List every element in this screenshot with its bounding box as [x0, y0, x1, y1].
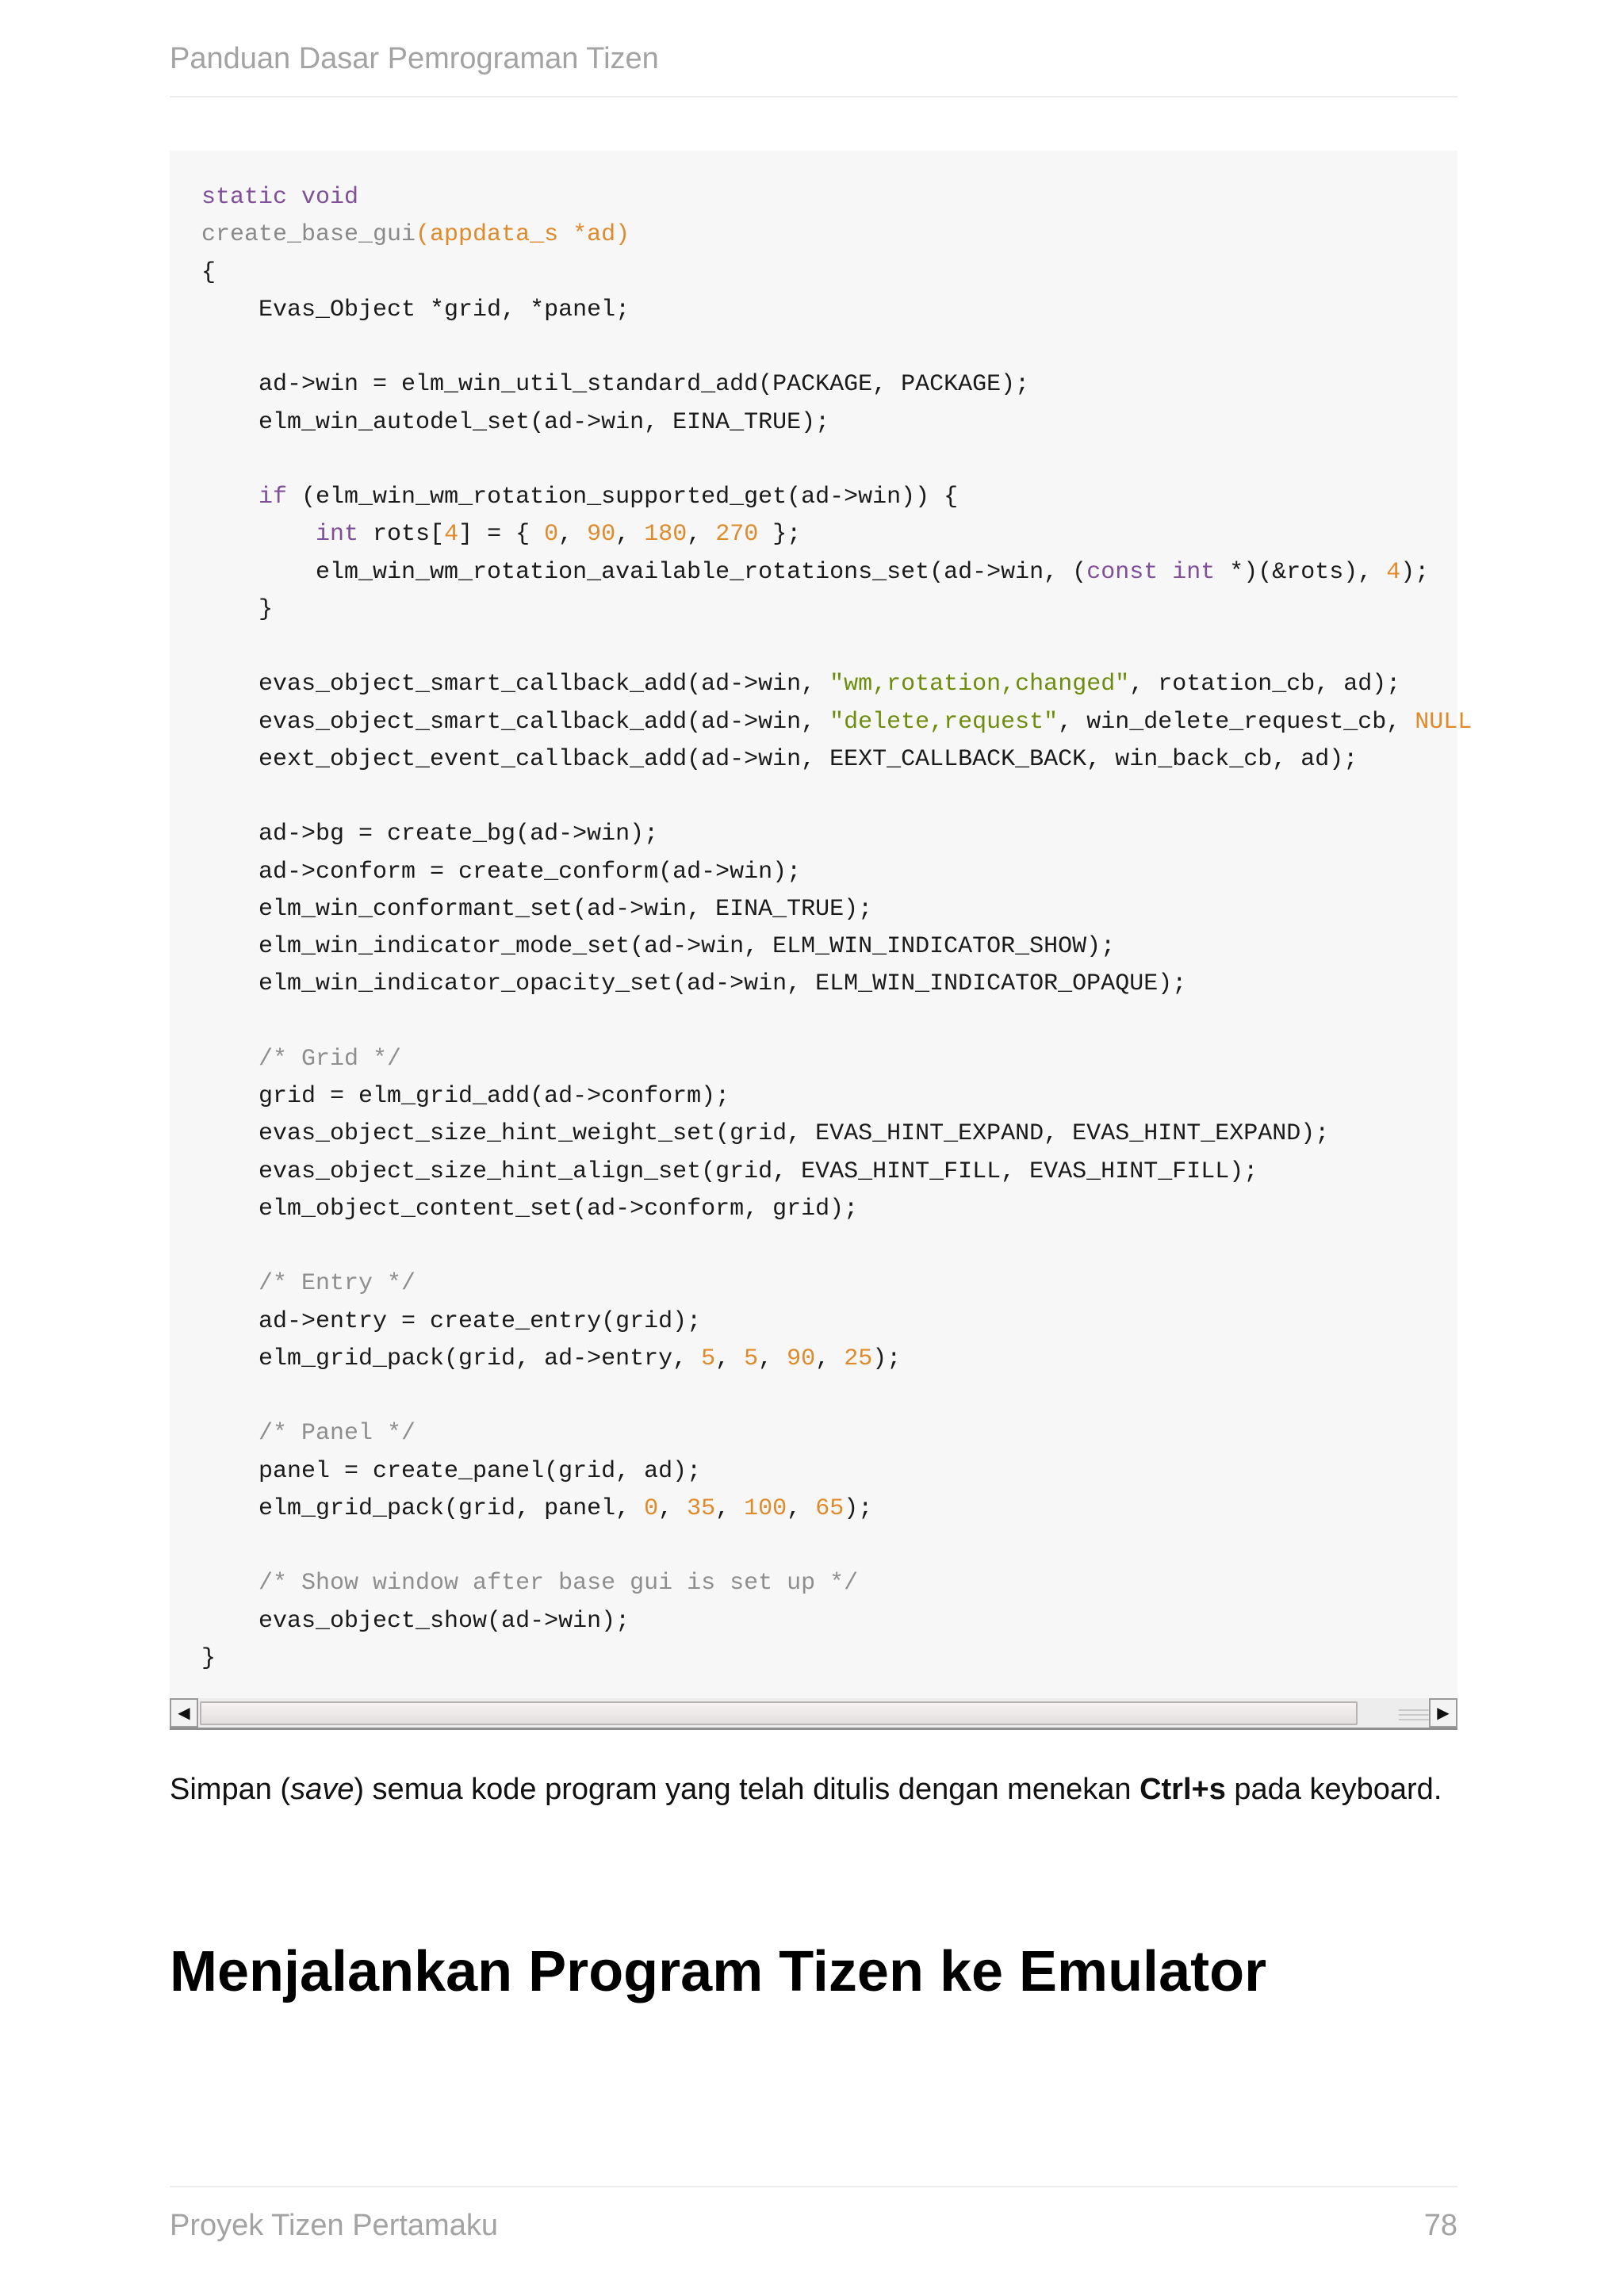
code-token: const	[1086, 558, 1159, 586]
code-token: 5	[701, 1345, 716, 1372]
code-listing	[201, 179, 1472, 1678]
code-token: 4	[444, 521, 459, 549]
code-line	[201, 254, 1472, 292]
code-token: create_base_gui	[201, 221, 416, 249]
code-token: elm_win_wm_rotation_available_rotations_set(ad->win, (	[201, 558, 1087, 586]
code-token: (elm_win_wm_rotation_supported_get(ad->win)) {	[287, 484, 959, 511]
code-token	[201, 1570, 259, 1597]
code-line	[201, 1228, 1472, 1265]
paragraph-text: ) semua kode program yang telah ditulis dengan menekan	[354, 1773, 1140, 1806]
code-token: elm_grid_pack(grid, panel,	[201, 1494, 645, 1522]
footer-divider	[170, 2186, 1457, 2187]
code-line	[201, 1490, 1472, 1528]
code-line	[201, 516, 1472, 553]
code-token: grid = elm_grid_add(ad->conform);	[201, 1083, 730, 1110]
scroll-left-button[interactable]	[170, 1698, 198, 1728]
code-token: ,	[558, 521, 588, 549]
body-paragraph	[170, 1765, 1457, 1814]
code-block	[170, 151, 1473, 1730]
code-line	[201, 404, 1472, 442]
code-token: if	[259, 484, 288, 511]
code-token: evas_object_size_hint_weight_set(grid, EVAS_HINT_EXPAND, EVAS_HINT_EXPAND);	[201, 1120, 1330, 1148]
code-line	[201, 1378, 1472, 1415]
code-token: elm_object_content_set(ad->conform, grid);	[201, 1195, 859, 1223]
code-token: 65	[815, 1494, 845, 1522]
code-token: 90	[587, 521, 616, 549]
code-line	[201, 1265, 1472, 1303]
code-line	[201, 966, 1472, 1003]
header-divider	[170, 96, 1457, 98]
code-token: Evas_Object *grid, *panel;	[201, 296, 630, 323]
paragraph-shortcut: Ctrl+s	[1139, 1773, 1226, 1806]
code-line	[201, 1115, 1472, 1153]
code-token: ad->conform = create_conform(ad->win);	[201, 858, 802, 886]
code-token	[201, 1270, 259, 1297]
code-token: (appdata_s *ad)	[416, 221, 630, 249]
code-token: ,	[687, 521, 716, 549]
code-token: );	[844, 1494, 873, 1522]
code-token: "wm,rotation,changed"	[829, 671, 1130, 698]
code-line	[201, 1154, 1472, 1191]
code-token: elm_win_indicator_mode_set(ad->win, ELM_WIN_INDICATOR_SHOW);	[201, 933, 1116, 960]
code-line	[201, 779, 1472, 816]
code-line	[201, 854, 1472, 891]
code-token: ,	[758, 1345, 787, 1372]
code-token: );	[872, 1345, 902, 1372]
scroll-thumb[interactable]	[200, 1701, 1358, 1725]
code-line	[201, 216, 1472, 254]
code-token: panel = create_panel(grid, ad);	[201, 1457, 702, 1485]
horizontal-scrollbar[interactable]	[170, 1698, 1457, 1730]
code-line	[201, 704, 1472, 741]
code-token: /* Panel */	[259, 1420, 416, 1448]
page-number: 78	[1423, 2209, 1457, 2242]
code-line	[201, 816, 1472, 853]
code-line	[201, 329, 1472, 366]
code-token: elm_win_indicator_opacity_set(ad->win, ELM_WIN_INDICATOR_OPAQUE);	[201, 970, 1187, 998]
code-line	[201, 1004, 1472, 1041]
code-token: evas_object_show(ad->win);	[201, 1607, 630, 1635]
code-token: }	[201, 1644, 216, 1672]
code-token: /* Grid */	[259, 1045, 402, 1073]
code-line	[201, 1191, 1472, 1228]
code-token: ,	[815, 1345, 845, 1372]
running-header: Panduan Dasar Pemrograman Tizen	[170, 42, 659, 75]
code-token: elm_win_autodel_set(ad->win, EINA_TRUE);	[201, 408, 830, 436]
paragraph-text: pada keyboard.	[1225, 1773, 1442, 1806]
code-line	[201, 1303, 1472, 1341]
code-token: }	[201, 595, 274, 623]
code-token: ,	[787, 1494, 816, 1522]
code-token: ,	[658, 1494, 688, 1522]
code-line	[201, 442, 1472, 479]
code-line	[201, 591, 1472, 629]
code-line	[201, 1453, 1472, 1490]
code-token: ] = {	[458, 521, 545, 549]
code-token: 270	[715, 521, 759, 549]
code-token: eext_object_event_callback_add(ad->win, EEXT_CALLBACK_BACK, win_back_cb, ad);	[201, 745, 1358, 773]
code-line	[201, 1415, 1472, 1452]
code-token: evas_object_size_hint_align_set(grid, EVAS_HINT_FILL, EVAS_HINT_FILL);	[201, 1158, 1258, 1185]
footer-title: Proyek Tizen Pertamaku	[170, 2209, 498, 2242]
code-line	[201, 554, 1472, 591]
code-token: /* Show window after base gui is set up */	[259, 1570, 859, 1598]
code-token: 5	[744, 1345, 759, 1372]
code-token: int	[1172, 558, 1216, 586]
code-token: ,	[615, 521, 645, 549]
code-line	[201, 629, 1472, 666]
paragraph-text: Simpan (	[170, 1773, 291, 1806]
code-line	[201, 1640, 1472, 1678]
code-line	[201, 1528, 1472, 1565]
code-token: elm_grid_pack(grid, ad->entry,	[201, 1345, 702, 1372]
code-token: , rotation_cb, ad);	[1129, 671, 1401, 698]
code-token: };	[758, 521, 802, 549]
code-line	[201, 1565, 1472, 1602]
code-token	[201, 1420, 259, 1447]
code-token: rots[	[358, 521, 445, 549]
code-line	[201, 666, 1472, 703]
code-line	[201, 1341, 1472, 1378]
code-line	[201, 928, 1472, 966]
code-token: 0	[644, 1494, 659, 1522]
code-line	[201, 1078, 1472, 1115]
code-token: evas_object_smart_callback_add(ad->win,	[201, 708, 830, 736]
code-token: 4	[1386, 558, 1401, 586]
code-token: 25	[844, 1345, 873, 1372]
code-token	[201, 1046, 259, 1073]
code-token	[201, 484, 259, 511]
code-line	[201, 366, 1472, 404]
code-token: );	[1400, 558, 1430, 586]
code-token: *)(&rots),	[1215, 558, 1387, 586]
code-token: ,	[715, 1494, 745, 1522]
code-line	[201, 741, 1472, 779]
code-line	[201, 179, 1472, 216]
code-token: elm_win_conformant_set(ad->win, EINA_TRUE);	[201, 895, 873, 923]
code-token	[1158, 559, 1172, 586]
paragraph-emphasis: save	[290, 1773, 354, 1806]
code-token: 180	[644, 521, 688, 549]
code-line	[201, 1041, 1472, 1078]
code-token	[201, 521, 316, 548]
code-line	[201, 479, 1472, 516]
code-token: 100	[744, 1494, 787, 1522]
section-heading: Menjalankan Program Tizen ke Emulator	[170, 1940, 1267, 2003]
code-line	[201, 891, 1472, 928]
code-token: evas_object_smart_callback_add(ad->win,	[201, 671, 830, 698]
code-token: NULL	[1415, 708, 1473, 736]
code-token: "delete,request"	[829, 708, 1059, 736]
code-line	[201, 292, 1472, 329]
code-token: ad->entry = create_entry(grid);	[201, 1307, 702, 1335]
arrow-left-icon: ◀	[178, 1704, 190, 1722]
code-token: ad->win = elm_win_util_standard_add(PACKAGE, PACKAGE);	[201, 371, 1030, 399]
code-token: {	[201, 258, 216, 286]
code-token: ,	[715, 1345, 745, 1372]
arrow-right-icon: ▶	[1437, 1704, 1450, 1722]
code-token: ad->bg = create_bg(ad->win);	[201, 821, 659, 848]
code-line	[201, 1603, 1472, 1640]
code-token: static void	[201, 184, 359, 211]
code-token: 90	[787, 1345, 816, 1372]
code-token: 35	[687, 1494, 716, 1522]
code-token: 0	[544, 521, 559, 549]
code-token: /* Entry */	[259, 1270, 416, 1298]
code-token: int	[316, 521, 359, 549]
code-token: , win_delete_request_cb,	[1058, 708, 1415, 736]
scroll-right-button[interactable]	[1429, 1698, 1457, 1728]
